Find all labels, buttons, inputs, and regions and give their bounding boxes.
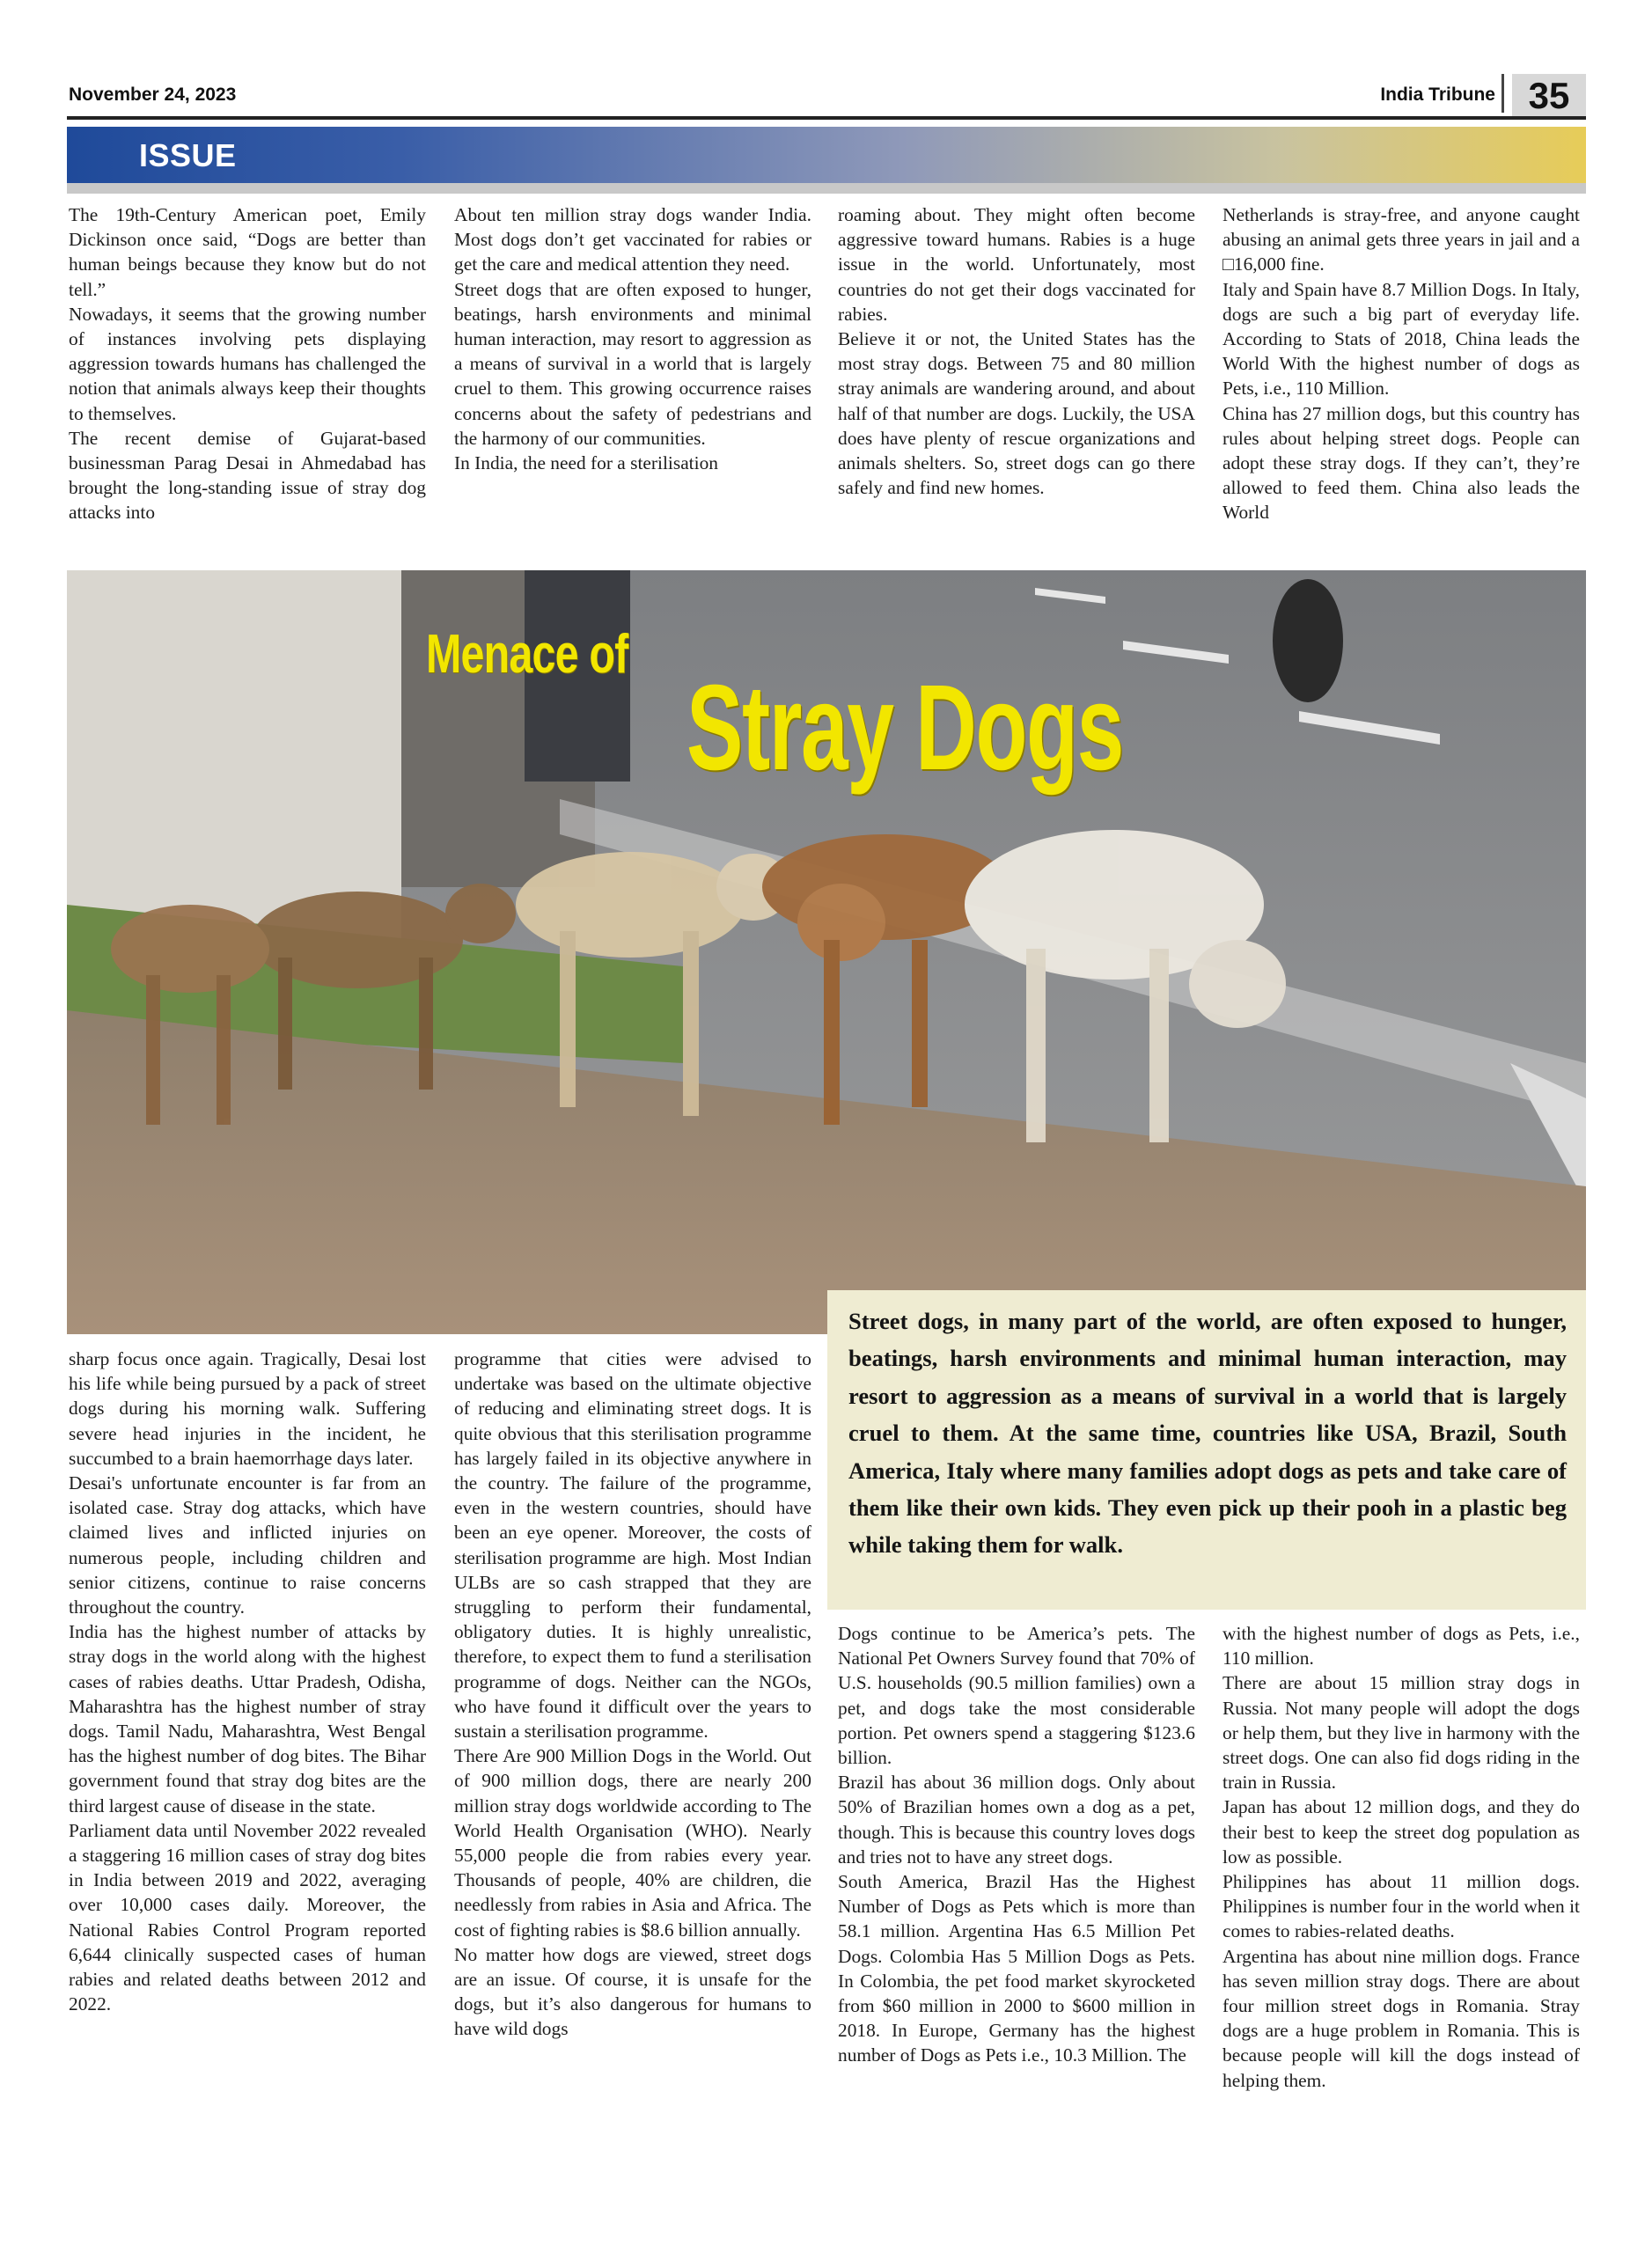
page-number: 35 [1512,74,1586,118]
paragraph: In India, the need for a sterilisation [454,452,718,474]
paragraph: Philippines has about 11 million dogs. Philippines is number four in the world when it comes to rabies-related deaths. [1222,1871,1580,1942]
paragraph: The 19th-Century American poet, Emily Dickinson once said, “Dogs are better than human beings because they know but do not tell.” [69,204,426,300]
pull-quote-box [827,1290,1586,1610]
paragraph: Parliament data until November 2022 revealed a staggering 16 million cases of stray dog bites in India between 2019 and 2022, averaging over 10,000 cases daily. Moreover, the National Rabies Control Program reported 6,644 clinically suspected cases of human rabies and related deaths between 2012 and 2022. [69,1819,426,2015]
headline-line-2: Stray Dogs [686,660,1123,796]
paragraph: No matter how dogs are viewed, street dogs are an issue. Of course, it is unsafe for the dogs, but it’s also dangerous for humans to have wild dogs [454,1943,811,2040]
paragraph: programme that cities were advised to undertake was based on the ultimate objective of reducing and eliminating street dogs. It is quite obvious that this sterilisation programme has largely failed in its objective anywhere in the country. The failure of the programme, even in the western countries, should have been an eye opener. Moreover, the costs of sterilisation programme are high. Most Indian ULBs are so cash strapped that they are struggling to perform their fundamental, obligatory duties. It is highly unrealistic, therefore, to expect them to fund a sterilisation programme of dogs. Neither can the NGOs, who have found it difficult over the years to sustain a sterilisation programme. [454,1348,811,1743]
article-column-2-bottom [454,1347,811,2183]
paragraph: The recent demise of Gujarat-based businessman Parag Desai in Ahmedabad has brought the long-standing issue of stray dog attacks into [69,427,426,524]
paragraph: Netherlands is stray-free, and anyone caught abusing an animal gets three years in jail and a □16,000 fine. [1222,204,1580,275]
article-column-1-bottom [69,1347,426,2183]
paragraph: South America, Brazil Has the Highest Number of Dogs as Pets which is more than 58.1 million. Argentina Has 6.5 Million Pet Dogs. Colombia Has 5 Million Dogs as Pets. In Colombia, the pet food market skyrocketed from $60 million in 2000 to $600 million in 2018. In Europe, Germany has the highest number of Dogs as Pets i.e., 10.3 Million. The [838,1871,1195,2066]
paragraph: Italy and Spain have 8.7 Million Dogs. In Italy, dogs are such a big part of everyday life. According to Stats of 2018, China leads the World With the highest number of dogs as Pets, i.e., 110 Million. [1222,278,1580,400]
paragraph: Street dogs that are often exposed to hunger, beatings, harsh environments and minimal human interaction, may resort to aggression as a means of survival in a world that is largely cruel to them. This growing occurrence raises concerns about the safety of pedestrians and the harmony of our communities. [454,278,811,449]
headline-line-1: Menace of [426,624,628,685]
paragraph: Brazil has about 36 million dogs. Only about 50% of Brazilian homes own a dog as a pet, though. This is because this country loves dogs and tries not to have any street dogs. [838,1772,1195,1868]
article-column-2-top [454,202,811,554]
section-banner [67,127,1586,183]
paragraph: Argentina has about nine million dogs. France has seven million stray dogs. There are about four million street dogs in Romania. Stray dogs are a huge problem in Romania. This is because people will kill the dogs instead of helping them. [1222,1945,1580,2091]
paragraph: with the highest number of dogs as Pets, i.e., 110 million. [1222,1623,1580,1670]
banner-underline [67,183,1586,194]
paragraph: About ten million stray dogs wander India. Most dogs don’t get vaccinated for rabies or get the care and medical attention they need. [454,204,811,275]
paragraph: Dogs continue to be America’s pets. The National Pet Owners Survey found that 70% of U.S. households (90.5 million families) own a pet, and dogs take the most considerable portion. Pet owners spend a staggering $123.6 billion. [838,1623,1195,1769]
paragraph: There Are 900 Million Dogs in the World. Out of 900 million dogs, there are nearly 200 million stray dogs worldwide according to The World Health Organisation (WHO). Nearly 55,000 people die from rabies every year. Thousands of people, 40% are children, die needlessly from rabies in Asia and Africa. The cost of fighting rabies is $8.6 billion annually. [454,1745,811,1941]
pull-quote-text: Street dogs, in many part of the world, are often exposed to hunger, beatings, harsh environments and minimal human interaction, may resort to aggression as a means of survival in a world that is largely cruel to them. At the same time, countries like USA, Brazil, South America, Italy where many families adopt dogs as pets and take care of them like their own kids. They even pick up their pooh in a plastic beg while taking them for walk. [848,1308,1567,1559]
paragraph: sharp focus once again. Tragically, Desai lost his life while being pursued by a pack of street dogs during his morning walk. Suffering severe head injuries in the incident, he succumbed to a brain haemorrhage days later. [69,1348,426,1469]
paragraph: Nowadays, it seems that the growing number of instances involving pets displaying aggression towards humans has challenged the notion that animals always keep their thoughts to themselves. [69,303,426,424]
header-separator [1501,74,1504,113]
paragraph: roaming about. They might often become aggressive toward humans. Rabies is a huge issue in the world. Unfortunately, most countries do not get their dogs vaccinated for rabies. [838,204,1195,325]
paragraph: Desai's unfortunate encounter is far from an isolated case. Stray dog attacks, which have claimed lives and inflicted injuries on numerous people, including children and senior citizens, continue to raise concerns throughout the country. [69,1472,426,1618]
article-column-4-top [1222,202,1580,554]
article-column-4-bottom [1222,1621,1580,2184]
section-label: ISSUE [139,137,237,173]
stray-dogs-photo [67,570,1586,1334]
publication-name: India Tribune [1380,84,1495,105]
article-column-1-top [69,202,426,554]
paragraph: China has 27 million dogs, but this country has rules about helping street dogs. People can adopt these stray dogs. If they can’t, they’re allowed to feed them. China also leads the World [1222,402,1580,524]
paragraph: India has the highest number of attacks by stray dogs in the world along with the highest cases of rabies deaths. Uttar Pradesh, Odisha, Maharashtra has the highest number of stray dogs. Tamil Nadu, Maharashtra, West Bengal has the highest number of dog bites. The Bihar government found that stray dog bites are the third largest cause of disease in the state. [69,1621,426,1816]
issue-date: November 24, 2023 [69,84,237,105]
paragraph: Japan has about 12 million dogs, and they do their best to keep the street dog population as low as possible. [1222,1796,1580,1868]
paragraph: There are about 15 million stray dogs in Russia. Not many people will adopt the dogs or help them, but they live in harmony with the street dogs. One can also fid dogs riding in the train in Russia. [1222,1672,1580,1794]
header-rule [67,116,1586,120]
paragraph: Believe it or not, the United States has the most stray dogs. Between 75 and 80 million stray animals are wandering around, and about half of that number are dogs. Luckily, the USA does have plenty of rescue organizations and animals shelters. So, street dogs can go there safely and find new homes. [838,328,1195,499]
article-column-3-top [838,202,1195,554]
article-column-3-bottom [838,1621,1195,2184]
